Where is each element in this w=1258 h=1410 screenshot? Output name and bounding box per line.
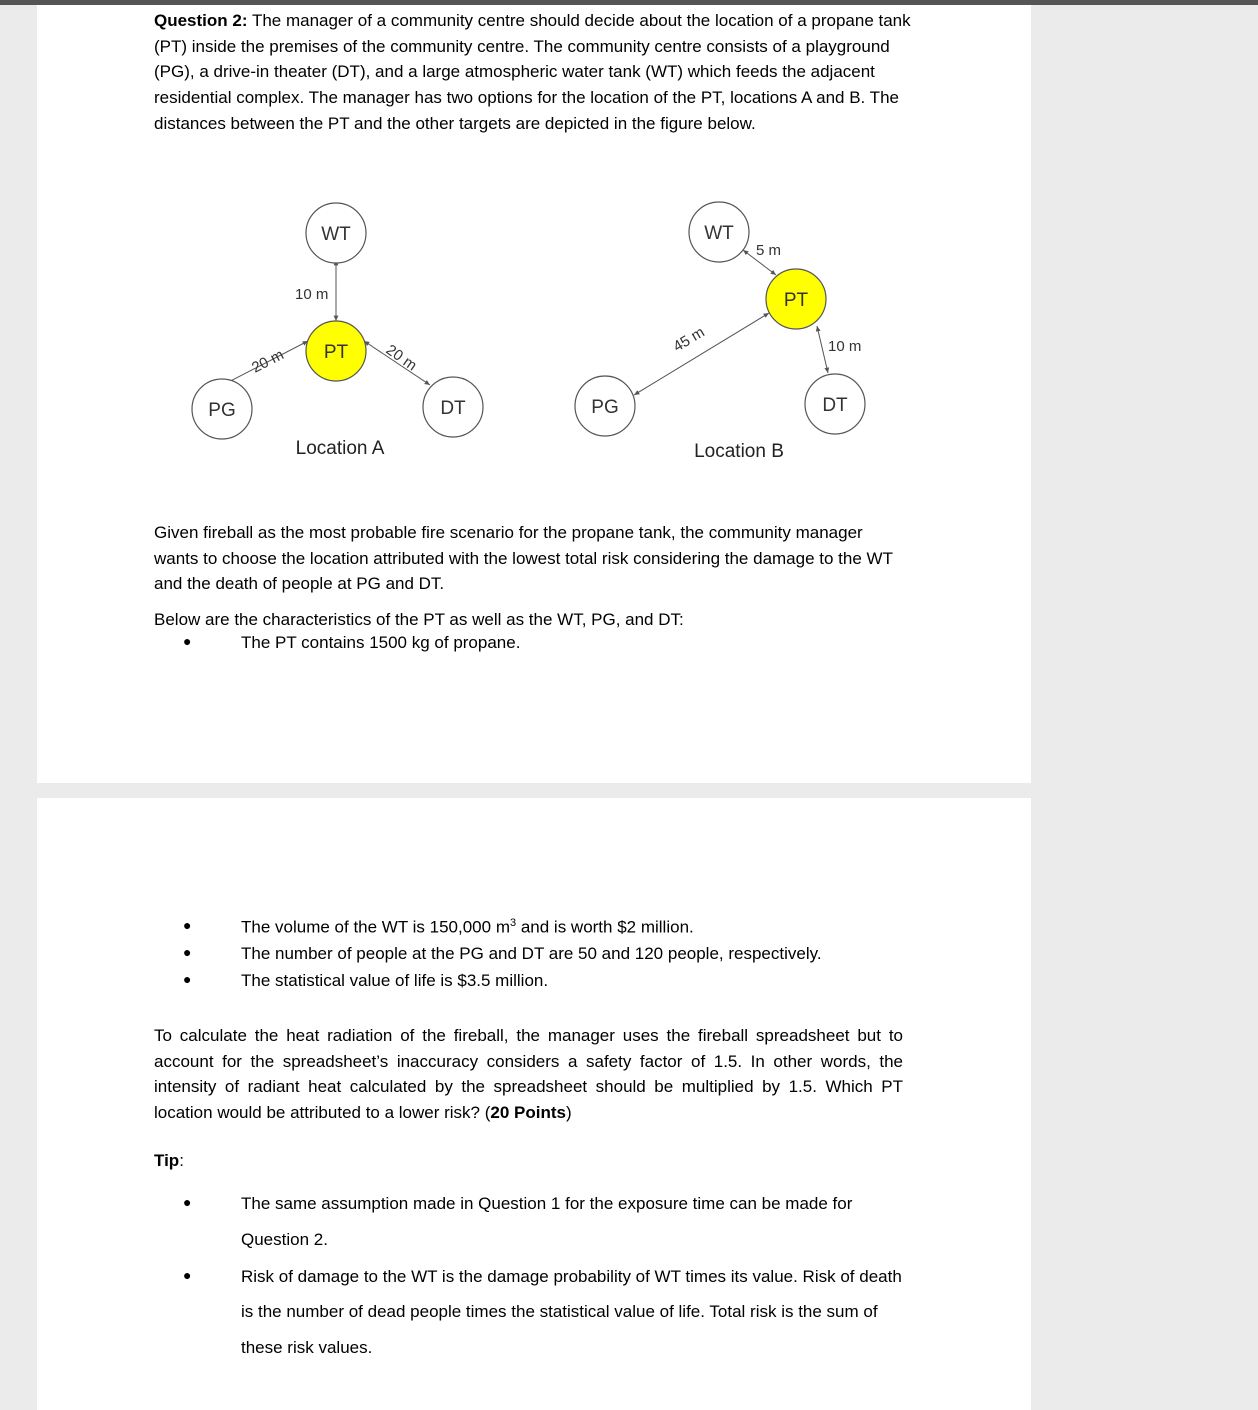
location-a-pg-label: PG [208,400,236,421]
location-b-dt-label: DT [822,395,848,416]
location-b-pg-label: PG [591,397,619,418]
location-b-line-pt-dt [817,326,828,373]
location-b-diagram [575,202,865,462]
instruction-text: To calculate the heat radiation of the fireball, the manager uses the fireball spreadsheet but to account for the spreadsheet’s inaccuracy considers a safety factor of 1.5. In other words, the intensity of radiant heat calculated by the spreadsheet should be multiplied by 1.5. Which PT location would be attributed to a lower risk? ( [154,1026,903,1123]
location-a-dist-pt-pg: 20 m [249,346,287,377]
tip-item-1-line-2: Question 2. [241,1230,328,1249]
location-a-diagram [192,203,483,459]
instruction-paragraph [154,1023,903,1126]
location-a-dist-pt-wt: 10 m [295,286,329,303]
document-page-2 [37,798,1031,1410]
bullet-dot: ● [183,917,192,933]
characteristics-intro: Below are the characteristics of the PT as well as the WT, PG, and DT: [154,610,684,629]
tip-item-2-line-2: is the number of dead people times the statistical value of life. Total risk is the sum of [241,1302,878,1321]
question-intro [154,8,914,137]
document-page-1 [37,5,1031,783]
location-a-dt-label: DT [440,398,466,419]
tip-colon: : [179,1151,184,1170]
location-figure [147,195,862,470]
tip-label: Tip [154,1151,180,1170]
location-b-pt-label: PT [783,290,809,311]
bullet-dot: ● [183,1267,192,1283]
wt-volume-suffix: and is worth $2 million. [516,917,694,937]
scenario-paragraph: Given fireball as the most probable fire scenario for the propane tank, the community manager wants to choose the location attributed with the lowest total risk considering the damage to the WT and the death of people at PG and DT. [154,523,893,594]
tip-item-1-line-1: The same assumption made in Question 1 for the exposure time can be made for [241,1194,853,1213]
tip-item-2-line-3: these risk values. [241,1338,373,1357]
location-b-dist-pt-pg: 45 m [670,323,708,356]
question-intro-text: The manager of a community centre should decide about the location of a propane tank (PT) inside the premises of the community centre. The community centre consists of a playground (PG), a drive-in theater (DT), and a large atmospheric water tank (WT) which feeds the adjacent residential complex. The manager has two options for the location of the PT, locations A and B. The distances between the PT and the other targets are depicted in the figure below. [154,11,911,133]
question-label: Question 2: [154,11,248,30]
bullet-dot: ● [183,633,192,649]
bullet-dot: ● [183,944,192,960]
bullet-text [241,917,694,938]
wt-volume-sup: 3 [509,917,517,929]
tip-item-2-line-1: Risk of damage to the WT is the damage probability of WT times its value. Risk of death [241,1267,902,1286]
bullet-text: The number of people at the PG and DT are 50 and 120 people, respectively. [241,944,822,963]
bullet-text: The PT contains 1500 kg of propane. [241,633,521,652]
location-a-dist-pt-dt: 20 m [382,341,420,375]
instruction-close: ) [566,1103,572,1123]
location-b-line-pt-pg [634,313,769,395]
bullet-dot: ● [183,971,192,987]
bullet-text: The statistical value of life is $3.5 million. [241,971,549,990]
location-b-caption: Location B [694,441,784,462]
wt-volume-prefix: The volume of the WT is 150,000 m [241,917,510,937]
location-b-dist-pt-wt: 5 m [756,242,782,259]
bullet-dot: ● [183,1194,192,1210]
location-a-caption: Location A [295,438,385,459]
tip-heading [154,1148,184,1174]
location-b-wt-label: WT [704,223,734,244]
location-a-pt-label: PT [323,342,349,363]
points-label: 20 Points [490,1103,566,1123]
location-b-dist-pt-dt: 10 m [828,338,862,355]
location-a-wt-label: WT [321,224,351,245]
